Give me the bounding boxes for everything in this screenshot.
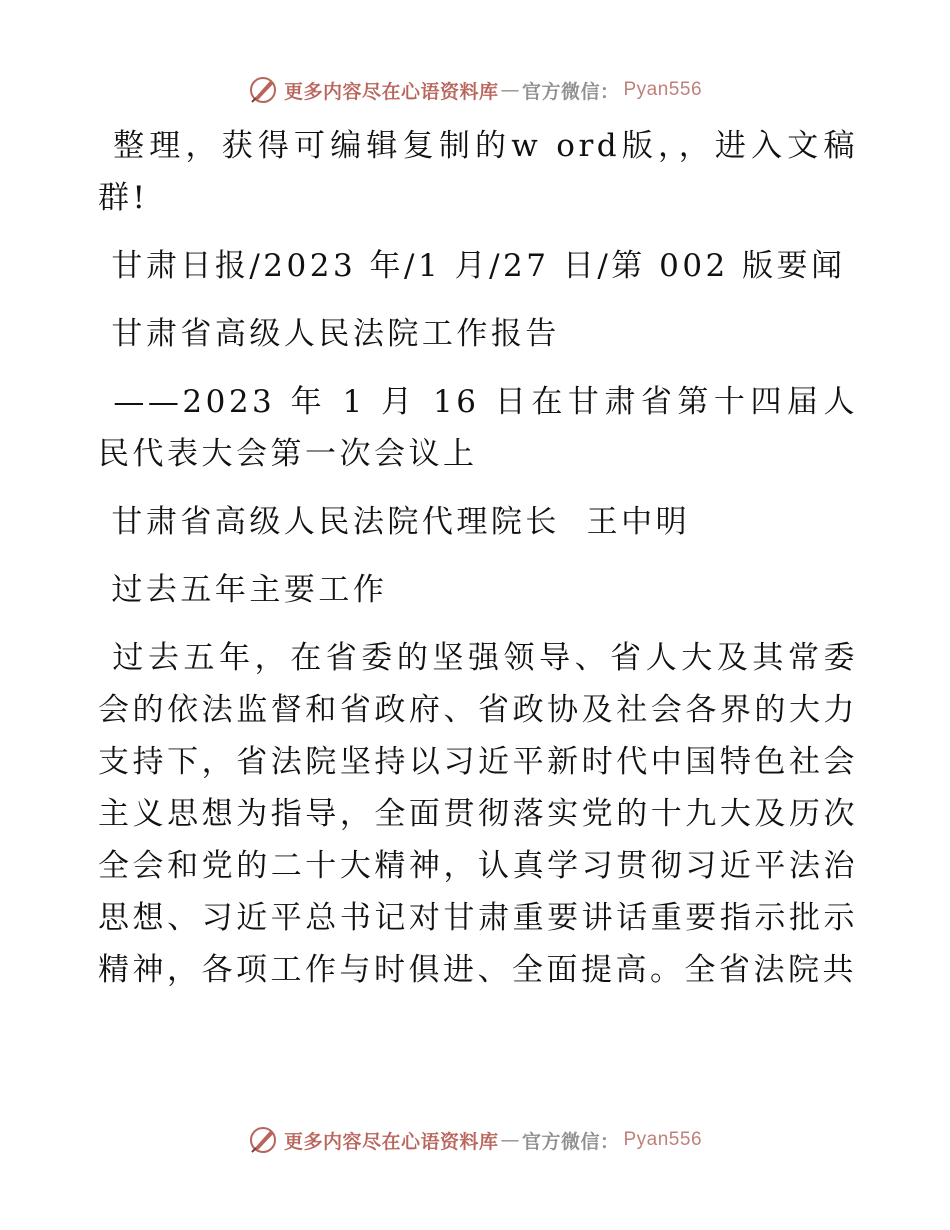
watermark-main-text: 更多内容尽在心语资料库 [283, 80, 499, 103]
header-watermark [0, 70, 950, 110]
watermark-official-label: 官方微信： [521, 80, 620, 103]
watermark-dash: — [500, 1129, 520, 1151]
watermark-dash: — [500, 79, 520, 101]
watermark-main-text: 更多内容尽在心语资料库 [283, 1130, 499, 1153]
footer-watermark [0, 1120, 950, 1160]
watermark-official-label: 官方微信： [521, 1130, 620, 1153]
quill-logo-icon [248, 1125, 278, 1155]
document-title: 甘肃省高级人民法院工作报告 [98, 316, 560, 352]
quill-logo-icon [248, 75, 278, 105]
section-heading: 过去五年主要工作 [98, 572, 388, 608]
document-subtitle: ——2023 年 1 月 16 日在甘肃省第十四届人民代表大会第一次会议上 [98, 384, 858, 472]
watermark-wechat-id: Pyan556 [623, 1129, 703, 1150]
document-body [98, 120, 858, 1012]
paragraph-intro-note: 整理，获得可编辑复制的w ord版，，进入文稿群! [98, 128, 859, 216]
body-paragraph: 过去五年，在省委的坚强领导、省人大及其常委会的依法监督和省政府、省政协及社会各界的大力支持下，省法院坚持以习近平新时代中国特色社会主义思想为指导，全面贯彻落实党的十九大及历次全会和党的二十大精神，认真学习贯彻习近平法治思想、习近平总书记对甘肃重要讲话重要指示批示精神，各项工作与时俱进、全面提高。全省法院共 [98, 640, 859, 988]
watermark-wechat-id: Pyan556 [623, 79, 703, 100]
paragraph-source-line: 甘肃日报/2023 年/1 月/27 日/第 002 版要闻 [98, 248, 846, 284]
author-line: 甘肃省高级人民法院代理院长 王中明 [98, 504, 691, 540]
